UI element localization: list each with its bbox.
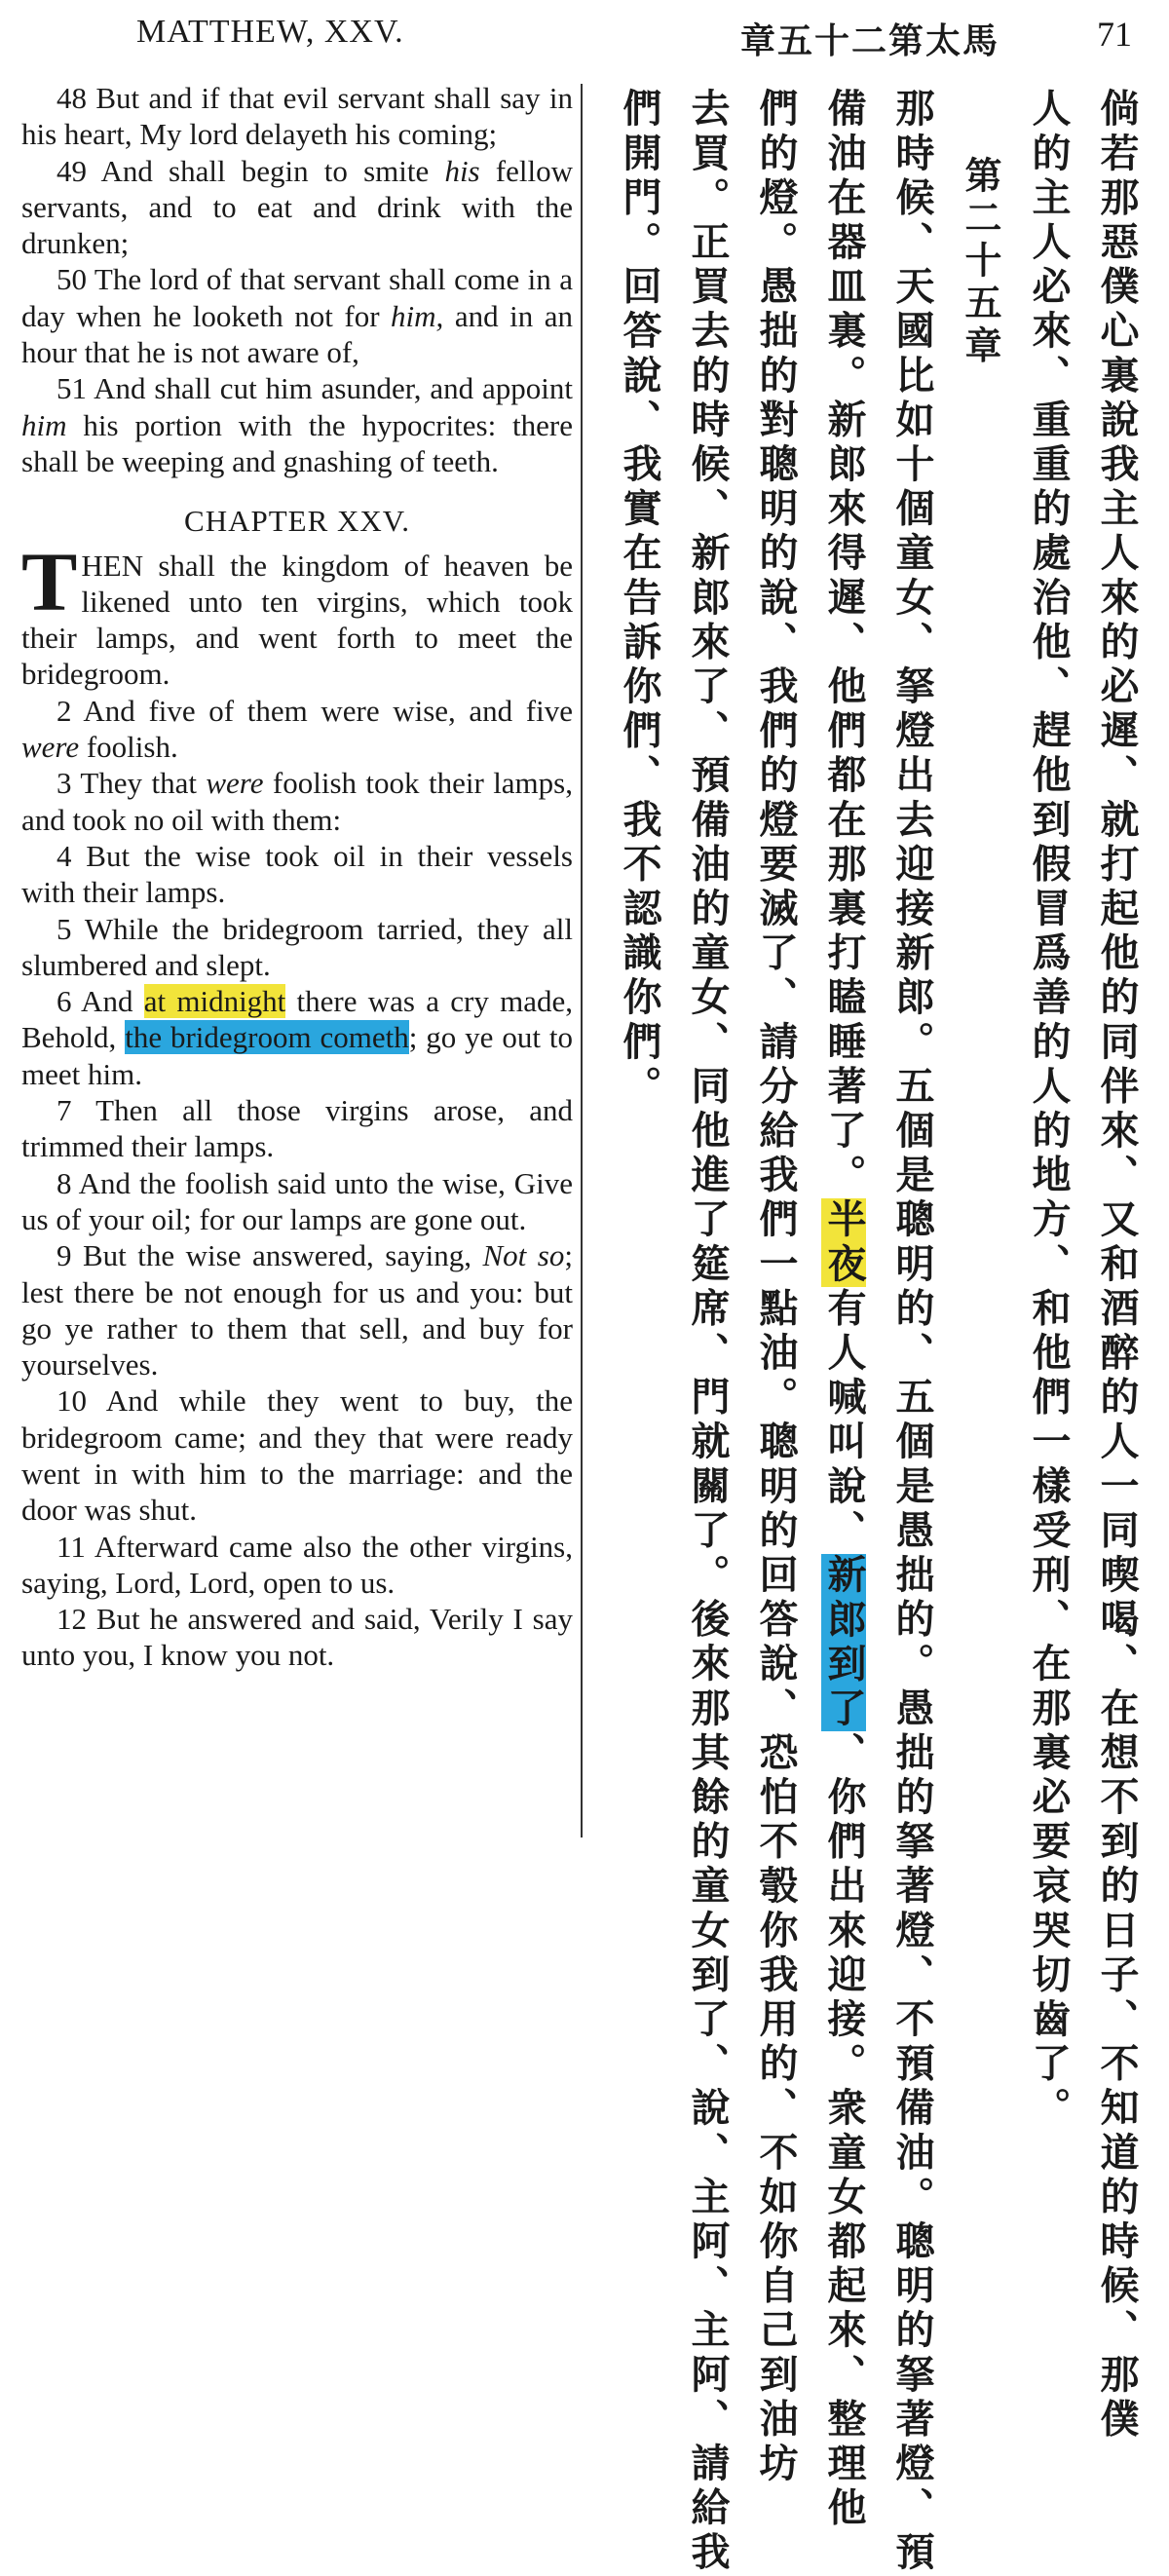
chinese-column-4: 那時候、天國比如十個童女、拏燈出去迎接新郎。五個是聰明的、五個是愚拙的。愚拙的拏著燈、不預備油。聰明的拏著燈、預 [889,88,934,2576]
verse-4: 4 But the wise took oil in their vessels with their lamps. [21,838,573,910]
verse-49: 49 And shall begin to smite his fellow servants, and to eat and drink with the drunken; [21,153,573,261]
chinese-highlight-bridegroom: 新郎到了 [821,1553,866,1732]
chinese-column-5: 備油在器皿裏。新郎來得遲、他們都在那裏打瞌睡著了。半夜有人喊叫說、新郎到了、你們出來迎接。衆童女都起來、整理他 [821,88,866,2532]
verse-2: 2 And five of them were wise, and five were foolish. [21,693,573,765]
verse-50: 50 The lord of that servant shall come in a day when he looketh not for him, and in an hour that he is not aware of, [21,262,573,370]
running-header-chinese: 章五十二第太馬 [740,21,1000,60]
chinese-column-6: 們的燈。愚拙的對聰明的說、我們的燈要滅了、請分給我們一點油。聰明的回答說、恐怕不彀你我用的、不如你自己到油坊 [753,88,798,2487]
verse-3: 3 They that were foolish took their lamps, and took no oil with them: [21,766,573,837]
verse-8: 8 And the foolish said unto the wise, Give us of your oil; for our lamps are gone out. [21,1165,573,1236]
verse-5: 5 While the bridegroom tarried, they all slumbered and slept. [21,911,573,982]
verse-11: 11 Afterward came also the other virgins, saying, Lord, Lord, open to us. [21,1529,573,1600]
running-header-english: MATTHEW, XXV. [136,14,404,50]
page-number: 71 [1097,15,1132,54]
chinese-column-7: 去買。正買去的時候、新郎來了、預備油的童女、同他進了筵席、門就關了。後來那其餘的童女到了、說、主阿、主阿、請給我 [685,88,730,2576]
verse-9: 9 But the wise answered, saying, Not so; lest there be not enough for us and you: but go ye rather to them that sell, and buy for yourselves. [21,1238,573,1383]
chinese-column-8: 們開門。回答說、我實在告訴你們、我不認識你們。 [617,88,661,1110]
highlight-bridegroom-cometh: the bridegroom cometh [125,1020,409,1055]
verse-1: THEN shall the kingdom of heaven be likened unto ten virgins, which took their lamps, and went forth to meet the bridegroom. [21,534,573,692]
column-divider [581,84,583,1837]
chinese-column-1: 倘若那惡僕心裏說我主人來的必遲、就打起他的同伴來、又和酒醉的人一同喫喝、在想不到的日子、不知道的時候、那僕 [1094,88,1139,2443]
chinese-chapter-heading: 第二十五章 [959,156,1001,368]
verse-51: 51 And shall cut him asunder, and appoint him his portion with the hypocrites: there shall be weeping and gnashing of teeth. [21,371,573,478]
verse-7: 7 Then all those virgins arose, and trimmed their lamps. [21,1093,573,1164]
verse-12: 12 But he answered and said, Verily I say unto you, I know you not. [21,1602,573,1673]
verse-6: 6 And at midnight there was a cry made, Behold, the bridegroom cometh; go ye out to meet him. [21,984,573,1091]
highlight-midnight: at midnight [143,984,286,1019]
chinese-column-block [589,88,1154,2576]
verse-48: 48 But and if that evil servant shall say in his heart, My lord delayeth his coming; [21,81,573,152]
drop-cap: T [21,534,78,628]
verse-10: 10 And while they went to buy, the bridegroom came; and they that were ready went in with him to the marriage: and the door was shut. [21,1383,573,1528]
english-column [21,80,573,1674]
chapter-heading: CHAPTER XXV. [184,504,410,539]
chinese-column-2: 人的主人必來、重重的處治他、趕他到假冒爲善的人的地方、和他們一樣受刑、在那裏必要哀哭切齒了。 [1026,88,1071,2132]
chinese-highlight-midnight: 半夜 [821,1198,866,1288]
